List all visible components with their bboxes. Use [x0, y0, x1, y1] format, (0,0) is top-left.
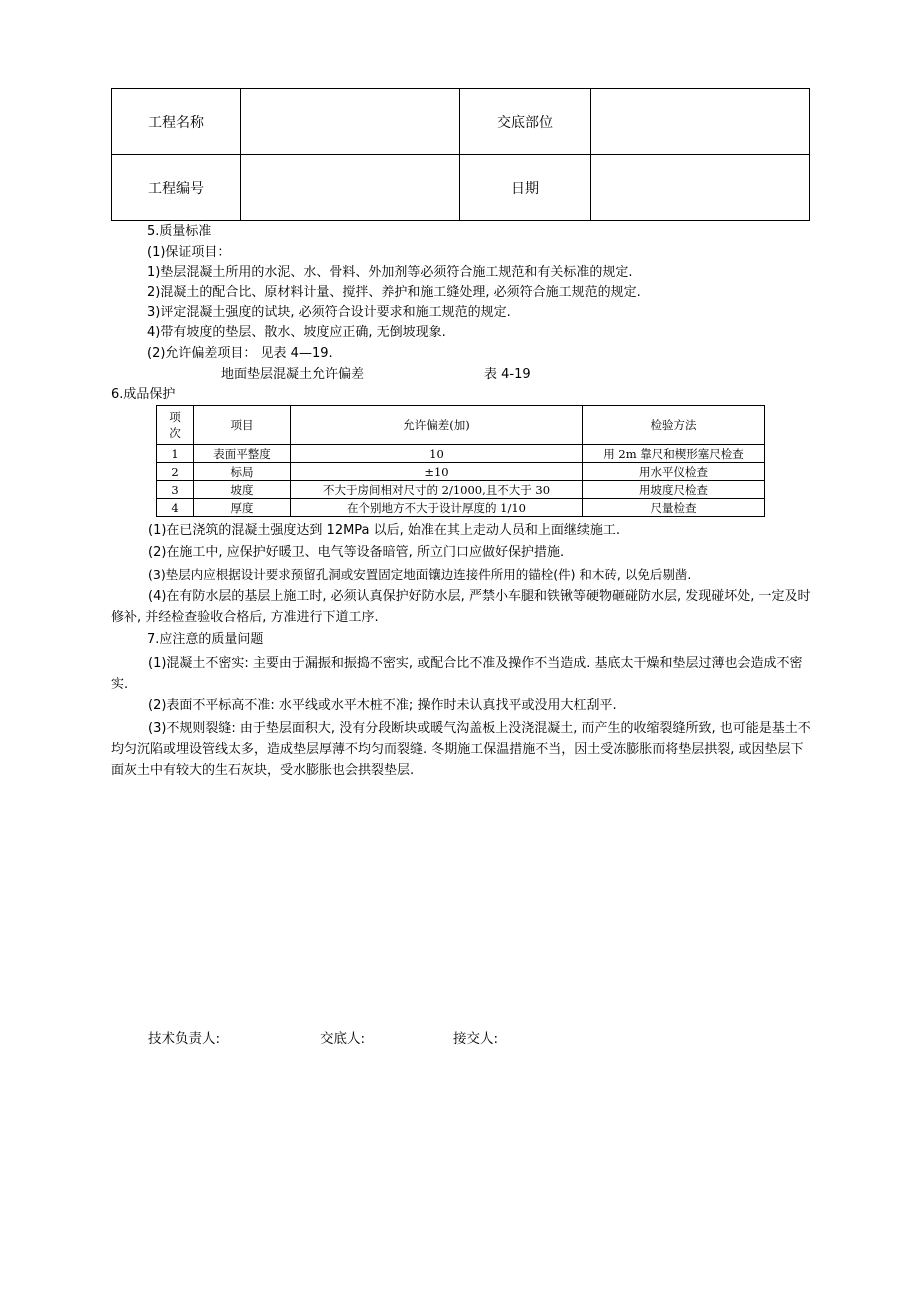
- tolerance-table: [156, 405, 765, 517]
- protection-item: (2)在施工中, 应保护好暖卫、电气等设备暗管, 所立门口应做好保护措施.: [148, 545, 565, 560]
- quality-issue-item: (1)混凝土不密实: 主要由于漏振和振捣不密实, 或配合比不准及操作不当造成. 基底太干燥和垫层过薄也会造成不密实.: [111, 656, 803, 692]
- header-info-table: [111, 88, 810, 221]
- row-tolerance: ±10: [291, 463, 583, 481]
- protection-item: (3)垫层内应根据设计要求预留孔洞或安置固定地面镶边连接件所用的锚栓(件) 和木砖, 以免后剔凿.: [148, 567, 692, 582]
- guarantee-title: (1)保证项目：: [147, 245, 231, 260]
- guarantee-item: 3)评定混凝土强度的试块, 必须符合设计要求和施工规范的规定.: [147, 305, 511, 320]
- tech-lead-signature-label: 技术负责人:: [148, 1031, 221, 1047]
- quality-issue-item: (2)表面不平标高不准: 水平线或水平木桩不准; 操作时未认真找平或没用大杠刮平.: [148, 698, 617, 713]
- guarantee-item: 4)带有坡度的垫层、散水、坡度应正确, 无倒坡现象.: [147, 325, 446, 340]
- row-item: 厚度: [194, 499, 291, 517]
- row-method: 用水平仪检查: [583, 463, 765, 481]
- header-no-line1: 项: [169, 410, 181, 424]
- row-method: 用 2m 靠尺和楔形塞尺检查: [583, 445, 765, 463]
- table-number: 表 4-19: [484, 367, 531, 382]
- tolerance-title: (2)允许偏差项目： 见表 4—19.: [147, 346, 333, 361]
- header-item: 项目: [194, 406, 291, 445]
- row-item: 标局: [194, 463, 291, 481]
- header-tolerance: 允许偏差(加): [291, 406, 583, 445]
- protection-item: (1)在已浇筑的混凝土强度达到 12MPa 以后, 始准在其上走动人员和上面继续施工.: [148, 523, 621, 538]
- header-row: [112, 155, 810, 221]
- date-value[interactable]: [591, 155, 810, 221]
- table-caption: 地面垫层混凝土允许偏差: [221, 367, 365, 382]
- row-no: 2: [157, 463, 194, 481]
- row-tolerance: 在个别地方不大于设计厚度的 1/10: [291, 499, 583, 517]
- receiver-signature-label: 接交人:: [453, 1031, 499, 1047]
- section5-title: 5.质量标准: [147, 224, 212, 239]
- row-tolerance: 10: [291, 445, 583, 463]
- handover-part-value[interactable]: [591, 89, 810, 155]
- project-no-value[interactable]: [241, 155, 460, 221]
- row-item: 坡度: [194, 481, 291, 499]
- table-row: [157, 499, 765, 517]
- table-row: [157, 463, 765, 481]
- quality-issue-item: (3)不规则裂缝: 由于垫层面积大, 没有分段断块或暖气沟盖板上没浇混凝土, 而产生的收缩裂缝所致, 也可能是基土不均匀沉陷或埋设管线太多，造成垫层厚薄不均匀而裂缝. 冬期施工保温措施不当，因土受冻膨胀而将垫层拱裂, 或因垫层下面灰土中有较大的生石灰块，受水膨胀也会拱裂垫层.: [111, 721, 811, 778]
- row-no: 1: [157, 445, 194, 463]
- row-no: 4: [157, 499, 194, 517]
- date-label: 日期: [460, 155, 591, 221]
- discloser-signature-label: 交底人:: [320, 1031, 366, 1047]
- row-item: 表面平整度: [194, 445, 291, 463]
- header-method: 检验方法: [583, 406, 765, 445]
- header-no-line2: 次: [169, 426, 181, 440]
- guarantee-item: 2)混凝土的配合比、原材料计量、搅拌、养护和施工缝处理, 必须符合施工规范的规定.: [147, 285, 641, 300]
- project-no-label: 工程编号: [112, 155, 241, 221]
- guarantee-item: 1)垫层混凝土所用的水泥、水、骨料、外加剂等必须符合施工规范和有关标准的规定.: [147, 265, 633, 280]
- row-method: 尺量检查: [583, 499, 765, 517]
- header-row: [112, 89, 810, 155]
- project-name-label: 工程名称: [112, 89, 241, 155]
- handover-part-label: 交底部位: [460, 89, 591, 155]
- table-row: [157, 481, 765, 499]
- table-row: [157, 445, 765, 463]
- row-no: 3: [157, 481, 194, 499]
- protection-item: (4)在有防水层的基层上施工时, 必须认真保护好防水层, 严禁小车腿和铁锹等硬物砸碰防水层, 发现碰坏处, 一定及时修补, 并经检查验收合格后, 方准进行下道工序.: [111, 589, 811, 625]
- row-method: 用坡度尺检查: [583, 481, 765, 499]
- section6-title: 6.成品保护: [111, 387, 176, 402]
- project-name-value[interactable]: [241, 89, 460, 155]
- header-no: [157, 406, 194, 445]
- row-tolerance: 不大于房间相对尺寸的 2/1000,且不大于 30: [291, 481, 583, 499]
- tolerance-header-row: [157, 406, 765, 445]
- section7-title: 7.应注意的质量问题: [147, 632, 264, 647]
